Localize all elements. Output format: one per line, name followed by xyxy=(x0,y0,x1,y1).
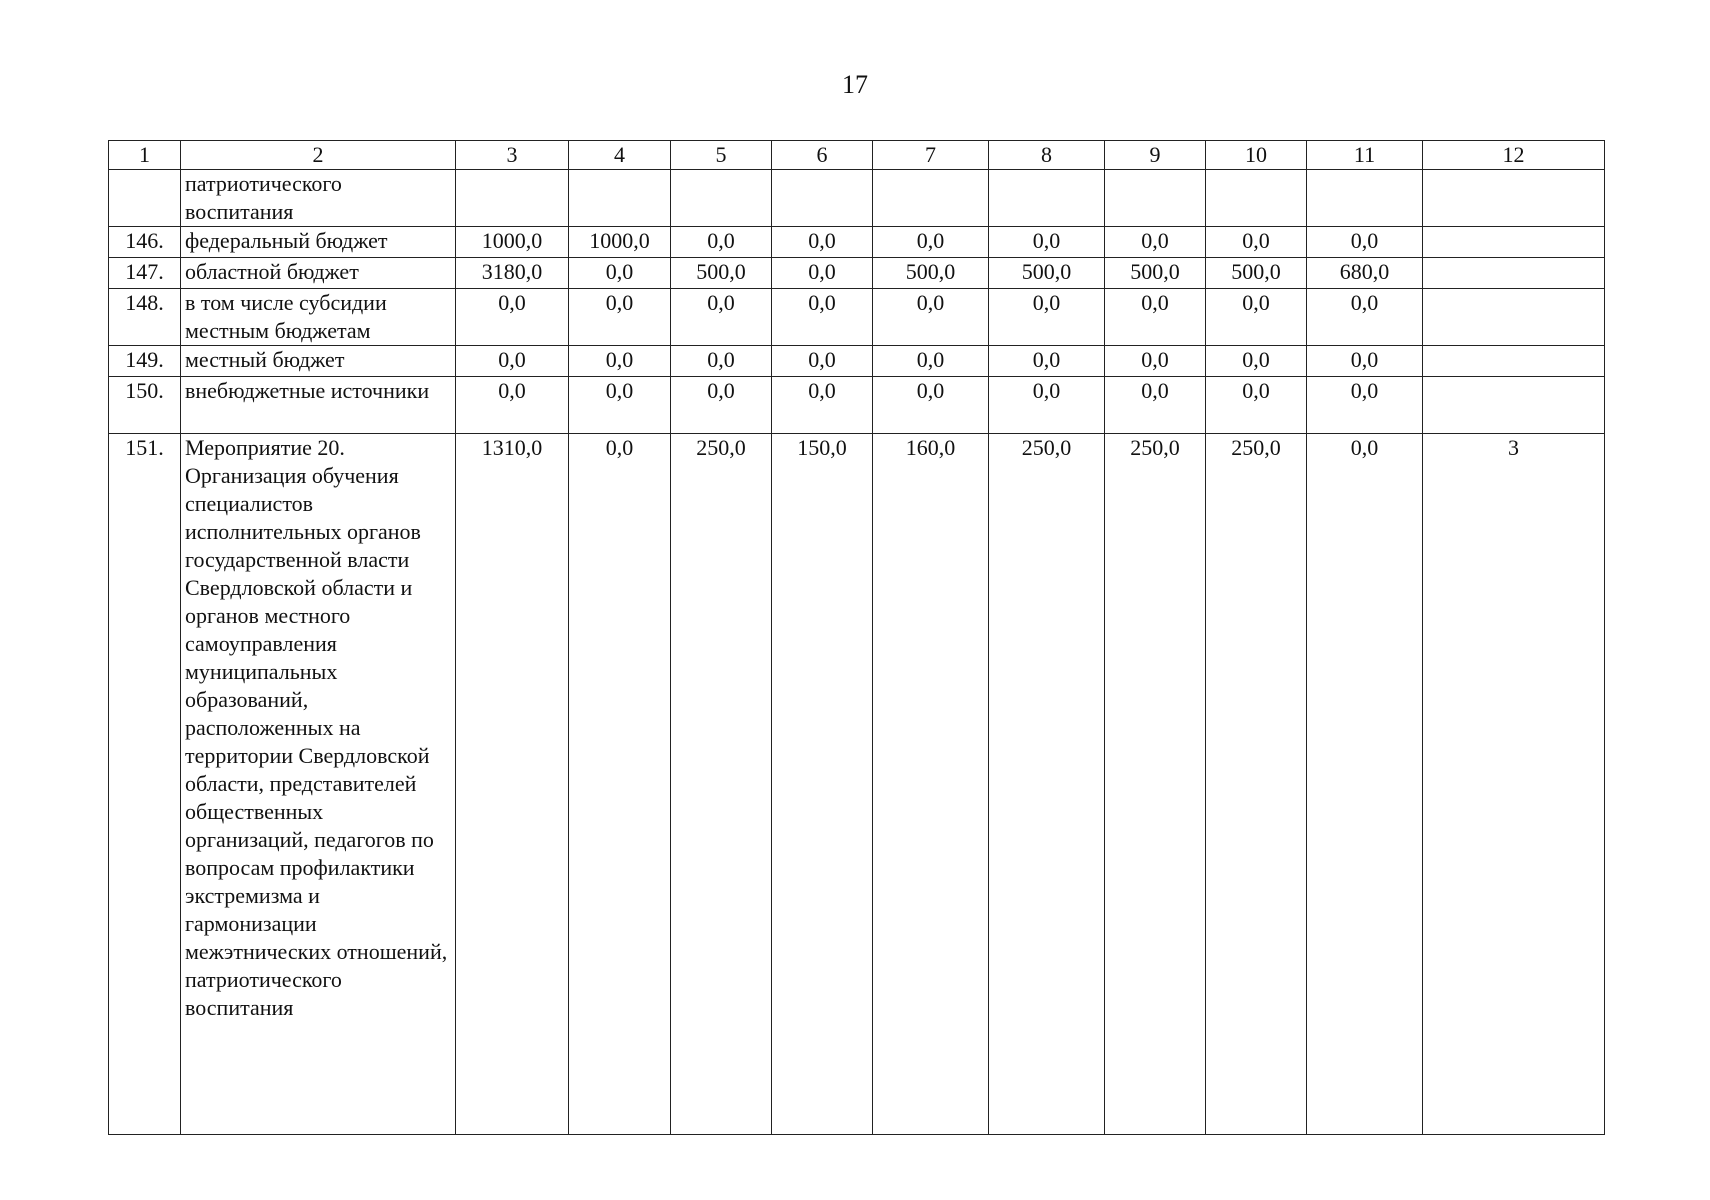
value-cell: 0,0 xyxy=(1105,227,1206,258)
budget-table xyxy=(108,140,1605,1135)
value-cell xyxy=(1423,289,1605,346)
value-cell: 500,0 xyxy=(671,258,772,289)
value-cell: 0,0 xyxy=(1105,289,1206,346)
table-row xyxy=(109,377,1605,434)
row-number-cell: 146. xyxy=(109,227,181,258)
row-description-cell: патриотического воспитания xyxy=(181,170,456,227)
value-cell: 0,0 xyxy=(1307,227,1423,258)
value-cell: 500,0 xyxy=(989,258,1105,289)
value-cell: 0,0 xyxy=(989,346,1105,377)
value-cell: 0,0 xyxy=(456,289,569,346)
value-cell: 0,0 xyxy=(569,434,671,1135)
value-cell: 500,0 xyxy=(1105,258,1206,289)
column-header: 1 xyxy=(109,141,181,170)
value-cell: 160,0 xyxy=(873,434,989,1135)
value-cell: 0,0 xyxy=(1105,377,1206,434)
row-number-cell: 148. xyxy=(109,289,181,346)
column-header: 5 xyxy=(671,141,772,170)
row-number-cell: 151. xyxy=(109,434,181,1135)
value-cell: 250,0 xyxy=(1105,434,1206,1135)
value-cell: 250,0 xyxy=(989,434,1105,1135)
table-row xyxy=(109,258,1605,289)
value-cell xyxy=(1423,377,1605,434)
column-header: 8 xyxy=(989,141,1105,170)
value-cell: 0,0 xyxy=(569,346,671,377)
value-cell: 0,0 xyxy=(772,258,873,289)
column-header: 9 xyxy=(1105,141,1206,170)
value-cell: 3 xyxy=(1423,434,1605,1135)
row-description-cell: внебюджетные источники xyxy=(181,377,456,434)
table-row xyxy=(109,346,1605,377)
value-cell: 0,0 xyxy=(456,377,569,434)
value-cell: 250,0 xyxy=(1206,434,1307,1135)
value-cell xyxy=(1423,170,1605,227)
column-header: 3 xyxy=(456,141,569,170)
row-number-cell: 150. xyxy=(109,377,181,434)
value-cell xyxy=(1423,346,1605,377)
value-cell: 0,0 xyxy=(1307,346,1423,377)
value-cell: 0,0 xyxy=(671,227,772,258)
value-cell: 0,0 xyxy=(569,258,671,289)
row-description-cell: Мероприятие 20. Организация обучения специалистов исполнительных органов государственной власти Свердловской области и органов местного самоуправления муниципальных образований, расположенных на территории Свердловской области, представителей общественных организаций, педагогов по вопросам профилактики экстремизма и гармонизации межэтнических отношений, патриотического воспитания xyxy=(181,434,456,1135)
table-body xyxy=(109,170,1605,1135)
value-cell: 680,0 xyxy=(1307,258,1423,289)
value-cell xyxy=(1423,227,1605,258)
value-cell xyxy=(671,170,772,227)
value-cell: 0,0 xyxy=(1206,346,1307,377)
value-cell xyxy=(873,170,989,227)
column-header: 12 xyxy=(1423,141,1605,170)
value-cell: 500,0 xyxy=(873,258,989,289)
value-cell: 0,0 xyxy=(569,377,671,434)
column-header: 6 xyxy=(772,141,873,170)
value-cell xyxy=(1423,258,1605,289)
value-cell: 0,0 xyxy=(772,227,873,258)
table-row xyxy=(109,170,1605,227)
value-cell: 0,0 xyxy=(671,289,772,346)
value-cell xyxy=(456,170,569,227)
value-cell: 1000,0 xyxy=(569,227,671,258)
row-number-cell xyxy=(109,170,181,227)
value-cell: 0,0 xyxy=(1307,377,1423,434)
value-cell: 0,0 xyxy=(1105,346,1206,377)
value-cell: 0,0 xyxy=(1307,434,1423,1135)
table-row xyxy=(109,227,1605,258)
value-cell: 1310,0 xyxy=(456,434,569,1135)
row-description-cell: федеральный бюджет xyxy=(181,227,456,258)
value-cell: 250,0 xyxy=(671,434,772,1135)
value-cell xyxy=(1307,170,1423,227)
value-cell: 0,0 xyxy=(873,346,989,377)
row-number-cell: 149. xyxy=(109,346,181,377)
value-cell xyxy=(989,170,1105,227)
value-cell: 0,0 xyxy=(873,377,989,434)
column-header: 10 xyxy=(1206,141,1307,170)
value-cell: 0,0 xyxy=(1206,377,1307,434)
value-cell: 0,0 xyxy=(456,346,569,377)
value-cell: 0,0 xyxy=(772,289,873,346)
column-header: 2 xyxy=(181,141,456,170)
value-cell: 0,0 xyxy=(671,346,772,377)
value-cell: 1000,0 xyxy=(456,227,569,258)
value-cell: 0,0 xyxy=(772,377,873,434)
value-cell: 0,0 xyxy=(671,377,772,434)
value-cell: 0,0 xyxy=(1307,289,1423,346)
value-cell: 0,0 xyxy=(873,227,989,258)
value-cell: 0,0 xyxy=(772,346,873,377)
row-description-cell: местный бюджет xyxy=(181,346,456,377)
row-number-cell: 147. xyxy=(109,258,181,289)
value-cell: 0,0 xyxy=(873,289,989,346)
row-description-cell: в том числе субсидии местным бюджетам xyxy=(181,289,456,346)
value-cell: 0,0 xyxy=(569,289,671,346)
value-cell: 0,0 xyxy=(1206,289,1307,346)
value-cell: 0,0 xyxy=(989,289,1105,346)
table-row xyxy=(109,434,1605,1135)
column-header: 7 xyxy=(873,141,989,170)
column-number-header-row xyxy=(109,141,1605,170)
value-cell xyxy=(772,170,873,227)
column-header: 4 xyxy=(569,141,671,170)
table-row xyxy=(109,289,1605,346)
page-number: 17 xyxy=(842,70,868,99)
value-cell xyxy=(569,170,671,227)
value-cell: 150,0 xyxy=(772,434,873,1135)
column-header: 11 xyxy=(1307,141,1423,170)
value-cell xyxy=(1105,170,1206,227)
value-cell: 0,0 xyxy=(989,227,1105,258)
value-cell: 3180,0 xyxy=(456,258,569,289)
value-cell: 500,0 xyxy=(1206,258,1307,289)
value-cell: 0,0 xyxy=(989,377,1105,434)
value-cell xyxy=(1206,170,1307,227)
value-cell: 0,0 xyxy=(1206,227,1307,258)
row-description-cell: областной бюджет xyxy=(181,258,456,289)
